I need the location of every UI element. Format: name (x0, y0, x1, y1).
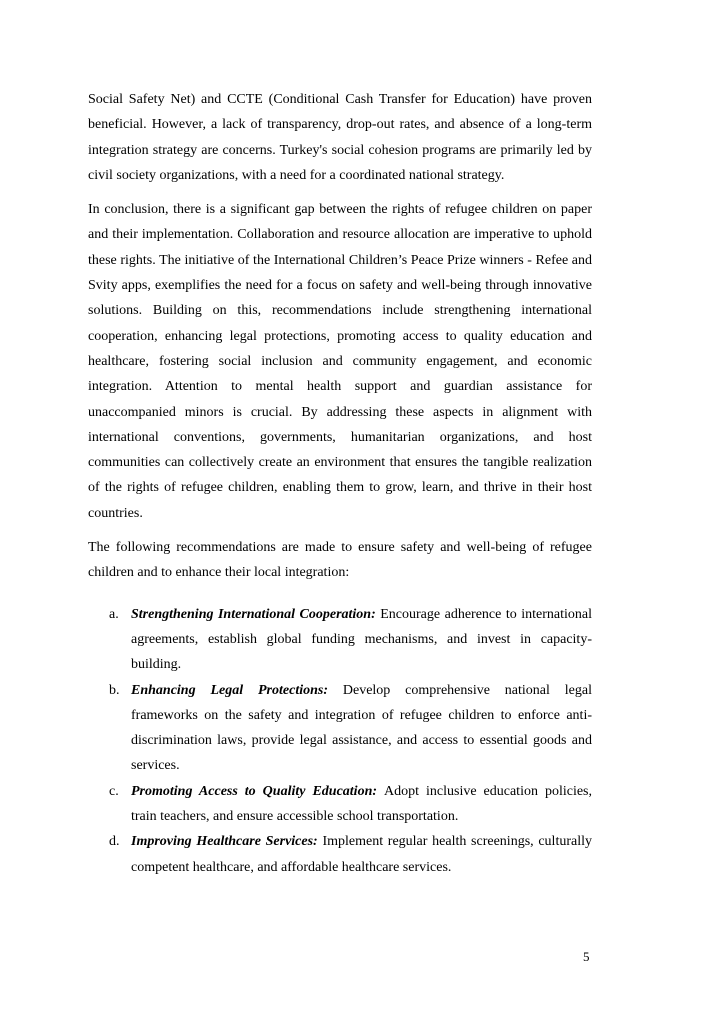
recommendation-heading: Strengthening International Cooperation: (131, 606, 381, 622)
recommendation-item-healthcare-services (88, 829, 592, 880)
recommendation-text: Encourage adherence to international agreements, establish global funding mechanisms, and invest in capacity-building. (131, 606, 592, 673)
recommendation-item-quality-education (88, 779, 592, 830)
page-number: 5 (583, 949, 590, 964)
list-marker: b. (109, 682, 120, 698)
recommendation-text: Adopt inclusive education policies, train teachers, and ensure accessible school transportation. (131, 783, 593, 825)
paragraph-conclusion: In conclusion, there is a significant gap between the rights of refugee children on paper and their implementation. Collaboration and resource allocation are imperative to uphold these rights. The initiative of the International Children’s Peace Prize winners - Refee and Svity apps, exemplifies the need for a focus on safety and well-being through innovative solutions. Building on this, recommendations include strengthening international cooperation, enhancing legal protections, promoting access to quality education and healthcare, fostering social inclusion and community engagement, and economic integration. Attention to mental health support and guardian assistance for unaccompanied minors is crucial. By addressing these aspects in alignment with international conventions, governments, humanitarian organizations, and host communities can collectively create an environment that ensures the tangible realization of the rights of refugee children, enabling them to grow, learn, and thrive in their host countries. (88, 202, 592, 521)
recommendation-text: Implement regular health screenings, culturally competent healthcare, and affordable healthcare services. (131, 834, 592, 875)
list-marker: c. (109, 783, 119, 799)
recommendation-text: Develop comprehensive national legal frameworks on the safety and integration of refugee children to enforce anti-discrimination laws, provide legal assistance, and access to essential goods and services. (131, 682, 592, 774)
recommendation-item-international-cooperation (88, 602, 592, 678)
paragraph-recommendations-intro: The following recommendations are made to ensure safety and well-being of refugee children and to enhance their local integration: (88, 540, 592, 581)
list-marker: a. (109, 606, 119, 622)
recommendation-heading: Enhancing Legal Protections: (131, 682, 343, 698)
recommendation-heading: Promoting Access to Quality Education: (131, 783, 385, 799)
paragraph-safety-net: Social Safety Net) and CCTE (Conditional Cash Transfer for Education) have proven beneficial. However, a lack of transparency, drop-out rates, and absence of a long-term integration strategy are concerns. Turkey's social cohesion programs are primarily led by civil society organizations, with a need for a coordinated national strategy. (88, 92, 592, 183)
recommendation-item-legal-protections (88, 678, 592, 779)
document-page (88, 87, 592, 880)
recommendation-heading: Improving Healthcare Services: (131, 834, 323, 850)
list-marker: d. (109, 834, 120, 850)
recommendations-list (88, 602, 592, 880)
